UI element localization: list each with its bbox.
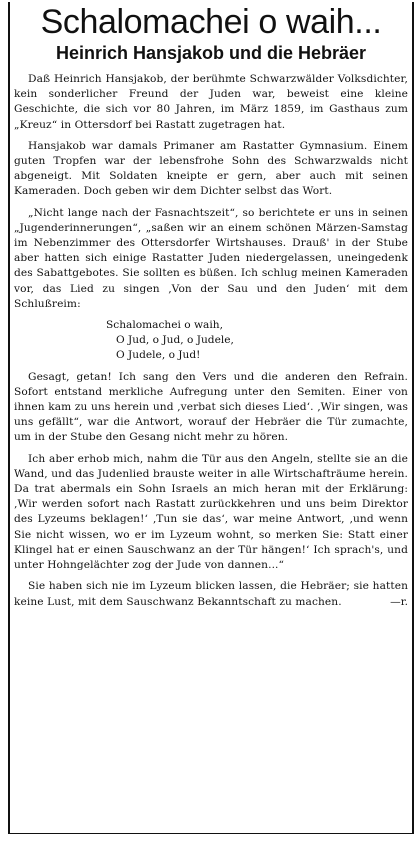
- verse-line: Schalomachei o waih,: [106, 319, 223, 332]
- verse-line: O Judele, o Jud!: [116, 349, 201, 362]
- paragraph: Daß Heinrich Hansjakob, der berühmte Schwarzwälder Volksdichter, kein sonderlicher Freund der Juden war, beweist eine kleine Geschichte, die sich vor 80 Jahren, im März 1859, im Gasthaus zum „Kreuz“ in Ottersdorf bei Rastatt zugetragen hat.: [14, 73, 408, 131]
- subheadline: Heinrich Hansjakob und die Hebräer: [55, 43, 367, 63]
- paragraph: Gesagt, getan! Ich sang den Vers und die anderen den Refrain. Sofort entstand merkliche Aufregung unter den Semiten. Einer von ihnen kam zu uns herein und ‚verbat sich dieses Lied‘. ‚Wir singen, was uns gefällt“, war die Antwort, worauf der Hebräer die Tür zumachte, um in der Stube den Gesang nicht mehr zu hören.: [14, 370, 408, 444]
- article-body: [14, 72, 408, 610]
- paragraph: Hansjakob war damals Primaner am Rastatter Gymnasium. Einem guten Tropfen war der lebensfrohe Sohn des Schwarzwalds nicht abgeneigt. Mit Soldaten kneipte er gern, aber auch mit seinen Kameraden. Doch geben wir dem Dichter selbst das Wort.: [14, 139, 408, 198]
- paragraph: „Nicht lange nach der Fasnachtszeit“, so berichtete er uns in seinen „Jugenderinnerungen“, „saßen wir an einem schönen Märzen-Samstag im Nebenzimmer des Ottersdorfer Wirtshauses. Drauß' in der Stube aber hatten sich einige Rastatter Juden niedergelassen, uneingedenk des Sabattgebotes. Sie sollten es büßen. Ich schlug meinen Kameraden vor, das Lied zu singen ‚Von der Sau und den Juden‘ mit dem Schlußreim:: [14, 206, 408, 310]
- closing-text: Sie haben sich nie im Lyzeum blicken lassen, die Hebräer; sie hatten keine Lust, mit dem Sauschwanz Bekanntschaft zu machen.: [14, 580, 408, 608]
- closing-block: [14, 579, 408, 609]
- paragraph: Ich aber erhob mich, nahm die Tür aus den Angeln, stellte sie an die Wand, und das Judenlied brauste weiter in alle Wirtschafträume herein. Da trat abermals ein Sohn Israels an mich heran mit der Erklärung: ‚Wir werden sofort nach Rastatt zurückkehren und uns beim Direktor des Lyzeums beklagen!‘ ‚Tun sie das‘, war meine Antwort, ‚und wenn Sie nicht wissen, wo er im Lyzeum wohnt, so merken Sie: Statt einer Klingel hat er einen Sauschwanz an der Tür hängen!‘ Ich sprach's, und unter Hohngelächter zog der Jude von dannen...“: [14, 452, 408, 572]
- closing-paragraph: [14, 579, 408, 609]
- author-signature: —r.: [390, 595, 408, 608]
- verse-line: O Jud, o Jud, o Judele,: [116, 334, 234, 347]
- headline: Schalomachei o waih...: [40, 3, 382, 41]
- verse: [14, 318, 408, 364]
